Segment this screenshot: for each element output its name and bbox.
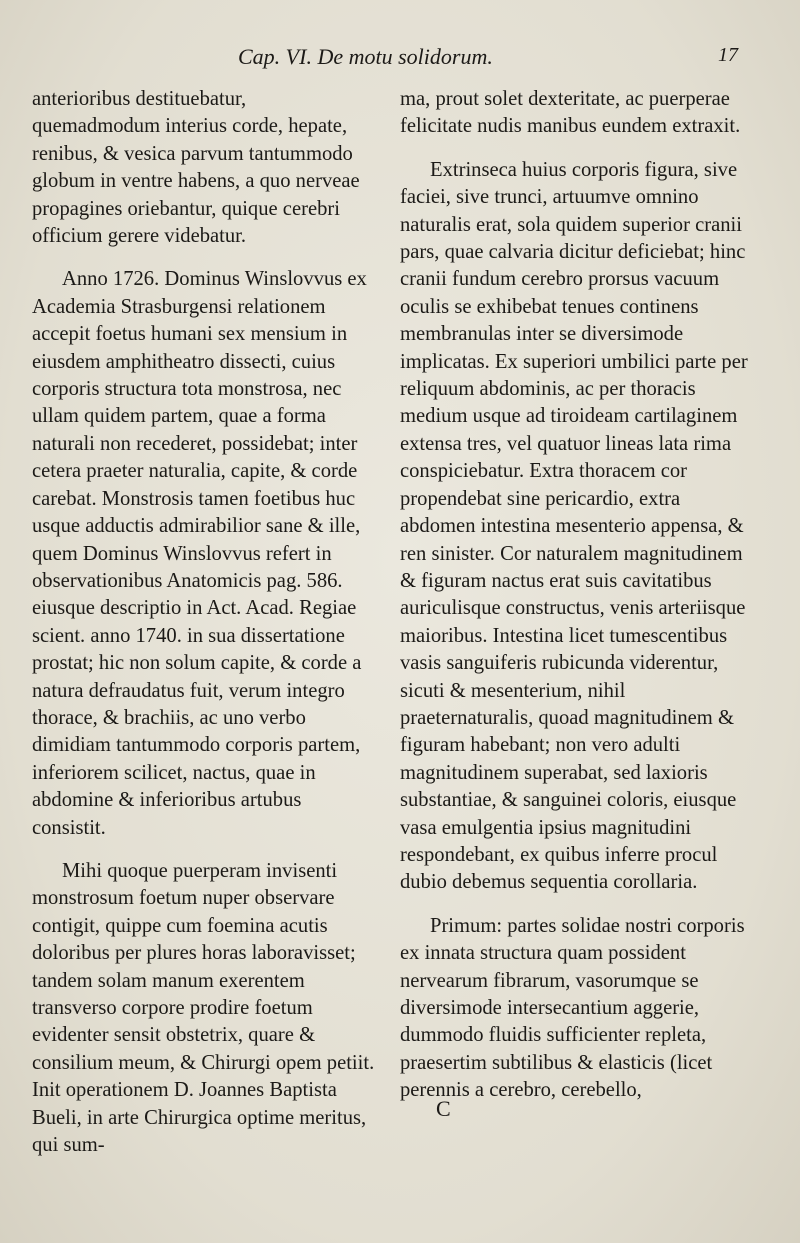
paragraph: Anno 1726. Dominus Winslovvus ex Academia Strasburgensi relationem accepit foetus humani sex mensium in eiusdem amphitheatro dissecti, cuius corporis structura tota monstrosa, nec ullam quidem partem, quae a forma naturali non recederet, possidebat; inter cetera praeter naturalia, capite, & corde carebat. Monstrosis tamen foetibus huc usque adductis admirabilior sane & ille, quem Dominus Winslovvus refert in observationibus Anatomicis pag. 586. eiusque descriptio in Act. Acad. Regiae scient. anno 1740. in sua dissertatione prostat; hic non solum capite, & corde a natura defraudatus fuit, verum integro thorace, & brachiis, ac uno verbo dimidiam tantummodo corporis partem, inferiorem scilicet, nactus, quae in abdomine & inferioribus artubus consistit.	[32, 268, 367, 839]
page-number: 17	[718, 44, 738, 66]
running-title: Cap. VI. De motu solidorum.	[238, 44, 493, 69]
paragraph: Primum: partes solidae nostri corporis ex innata structura quam possident nervearum fibrarum, vasorumque se diversimode intersecantium aggerie, dummodo fluidis sufficienter repleta, praesertim subtilibus & elasticis (licet perennis a cerebro, cerebello,	[400, 914, 745, 1102]
signature-mark: C	[436, 1096, 451, 1121]
left-column	[32, 86, 378, 1159]
page-header	[0, 44, 800, 78]
paragraph: Extrinseca huius corporis figura, sive faciei, sive trunci, artuumve omnino naturalis erat, sola quidem superior cranii pars, quae calvaria dicitur deficiebat; hinc cranii fundum cerebro prorsus vacuum oculis se exhibebat tenues continens membranulas inter se diversimode implicatas. Ex superiori umbilici parte per reliquum abdominis, ac per thoracis medium usque ad tiroideam cartilaginem extensa tres, vel quatuor lineas lata rima conspiciebatur. Extra thoracem cor propendebat sine pericardio, extra abdomen intestina mesenterio appensa, & ren sinister. Cor naturalem magnitudinem & figuram nactus erat suis cavitatibus auriculisque constructus, venis arteriisque maioribus. Intestina licet tumescentibus vasis sanguiferis rubicunda viderentur, sicuti & mesenterium, nihil praeternaturalis, quoad magnitudinem & figuram habebant; non vero adulti magnitudinem superabat, sed laxioris substantiae, & sanguinei coloris, eiusque vasa emulgentia ipsius magnitudini respondebant, ex quibus inferre procul dubio debemus sequentia corollaria.	[400, 158, 748, 894]
paragraph: anterioribus destituebatur, quemadmodum interius corde, hepate, renibus, & vesica parvum tantummodo globum in ventre habens, a quo nerveae propagines oriebantur, quique cerebri officium gerere videbatur.	[32, 88, 360, 248]
paragraph: Mihi quoque puerperam invisenti monstrosum foetum nuper observare contigit, quippe cum foemina acutis doloribus per plures horas laboravisset; tandem solam manum exerentem transverso corpore prodire foetum evidenter sensit obstetrix, quare & consilium meum, & Chirurgi opem petiit. Init operationem D. Joannes Baptista Bueli, in arte Chirurgica optime meritus, qui sum-	[32, 859, 375, 1157]
paragraph: ma, prout solet dexteritate, ac puerperae felicitate nudis manibus eundem extraxit.	[400, 88, 741, 138]
right-column	[400, 86, 760, 1105]
